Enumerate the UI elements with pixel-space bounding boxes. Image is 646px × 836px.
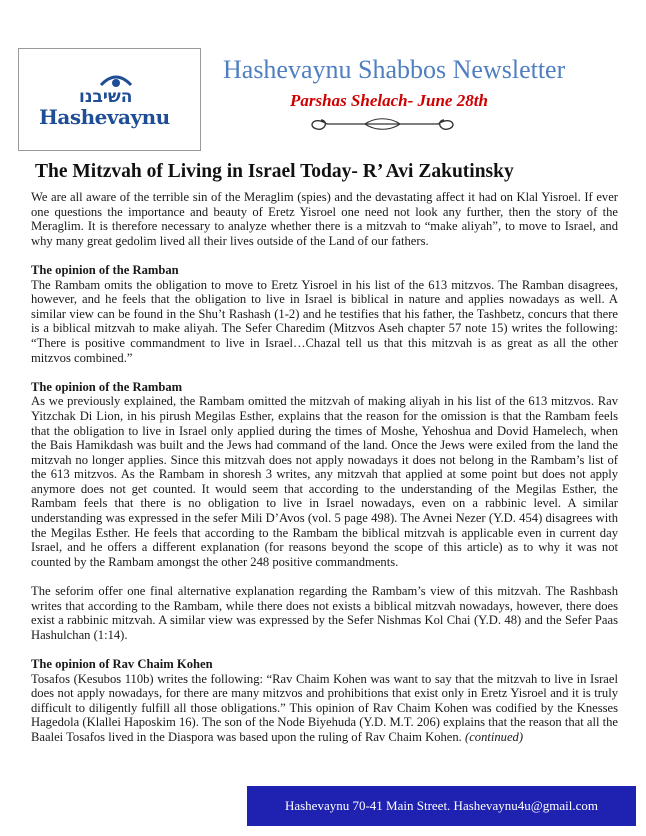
paragraph-text: Tosafos (Kesubos 110b) writes the following: “Rav Chaim Kohen was want to say that the mitzvah to live in Israel does not apply nowadays, for there are many mitzvos and prohibitions that exist only in Eretz Yisroel and it is truly difficult to diligently fulfill all those obligations.” This opinion of Rav Chaim Kohen was codified by the Knesses Hagedola (Klallei Haposkim 16). The son of the Node Biyehuda (Y.D. M.T. 206) explains that the reason that all the Baalei Tosafos lived in the Diaspora was based upon the ruling of Rav Chaim Kohen. bbox=[31, 671, 618, 744]
section-heading: The opinion of the Rambam bbox=[31, 379, 183, 394]
section-rambam bbox=[31, 380, 618, 643]
flourish-divider-icon bbox=[305, 113, 460, 135]
logo bbox=[18, 48, 201, 151]
article-headline: The Mitzvah of Living in Israel Today- R’ Avi Zakutinsky bbox=[35, 161, 514, 182]
section-paragraph: The seforim offer one final alternative explanation regarding the Rambam’s view of this mitzvah. The Rashbash writes that according to the Rambam, while there does not exists a biblical mitzvah nowadays, however, there does exist a rabbinic mitzvah. A similar view was expressed by the Sefer Nishmas Kol Chai (Y.D. 48) and the Sefer Paas Hashulchan (1:14). bbox=[31, 584, 618, 642]
parsha-date: Parshas Shelach- June 28th bbox=[290, 91, 488, 110]
footer-contact-bar bbox=[247, 786, 636, 826]
logo-english-text: Hashevaynu bbox=[39, 105, 170, 129]
continued-label: (continued) bbox=[465, 729, 524, 744]
section-paragraph: The Rambam omits the obligation to move to Eretz Yisroel in his list of the 613 mitzvos. The Ramban disagrees, however, and he feels that the obligation to live in Israel is biblical in nature and applies nowadays as well. A similar view can be found in the Shu’t Rashash (1-2) and he testifies that his father, the Tashbetz, concurs that there is a biblical mitzvah to make aliyah. The Sefer Charedim (Mitzvos Aseh chapter 57 note 15) writes the following: “There is positive commandment to live in Israel…Chazal tell us that this mitzvah is as great as all the other mitzvos combined.” bbox=[31, 277, 618, 365]
footer-contact-text: Hashevaynu 70-41 Main Street. Hashevaynu4u@gmail.com bbox=[284, 798, 599, 813]
newsletter-title: Hashevaynu Shabbos Newsletter bbox=[223, 55, 566, 84]
article-body bbox=[31, 190, 618, 759]
section-rav-chaim-kohen bbox=[31, 657, 618, 745]
section-heading: The opinion of the Ramban bbox=[31, 262, 179, 277]
section-paragraph bbox=[31, 672, 618, 745]
section-paragraph: As we previously explained, the Rambam omitted the mitzvah of making aliyah in his list of the 613 mitzvos. Rav Yitzchak Di Lion, in his pirush Megilas Esther, explains that the reason for the omission is that the Rambam feels that the obligation to live in Israel only applied during the times of Moshe, Yehoshua and Dovid Hamelech, when the Bais Hamikdash was built and the Jews had command of the land. Once the Jews were exiled from the land the mitzvah no longer applies. Since this mitzvah does not apply nowadays it does not belong in the Rambam’s list of the 613 mitzvos. As the Rambam in shoresh 3 writes, any mitzvah that applied at some point but does not apply anymore does not get counted. It would seem that according to the understanding of the Megilas Esther, the Rambam feels that there is no obligation to live in Israel nowadays, even on a rabbinic level. A similar understanding was expressed in the sefer Mili D’Avos (vol. 5 page 498). The Avnei Nezer (Y.D. 454) disagrees with the Megilas Esther. He feels that according to the Rambam the biblical mitzvah is applicable even in current day Israel, and he offers a different explanation (for reasons beyond the scope of this article) as to why it was not counted by the Rambam amongst the other 248 positive commandments. bbox=[31, 394, 618, 569]
logo-hebrew-text: השיבנו bbox=[79, 87, 133, 107]
section-heading: The opinion of Rav Chaim Kohen bbox=[31, 657, 213, 671]
intro-paragraph: We are all aware of the terrible sin of the Meraglim (spies) and the devastating affect it had on Klal Yisroel. If ever one questions the importance and beauty of Eretz Yisroel one need not look any further, then the story of the Meraglim. It is therefore necessary to analyze whether there is a mitzvah to “make aliyah”, to move to Israel, and why many great gedolim lived all their lives outside of the Land of our fathers. bbox=[31, 190, 618, 248]
section-ramban bbox=[31, 263, 618, 365]
